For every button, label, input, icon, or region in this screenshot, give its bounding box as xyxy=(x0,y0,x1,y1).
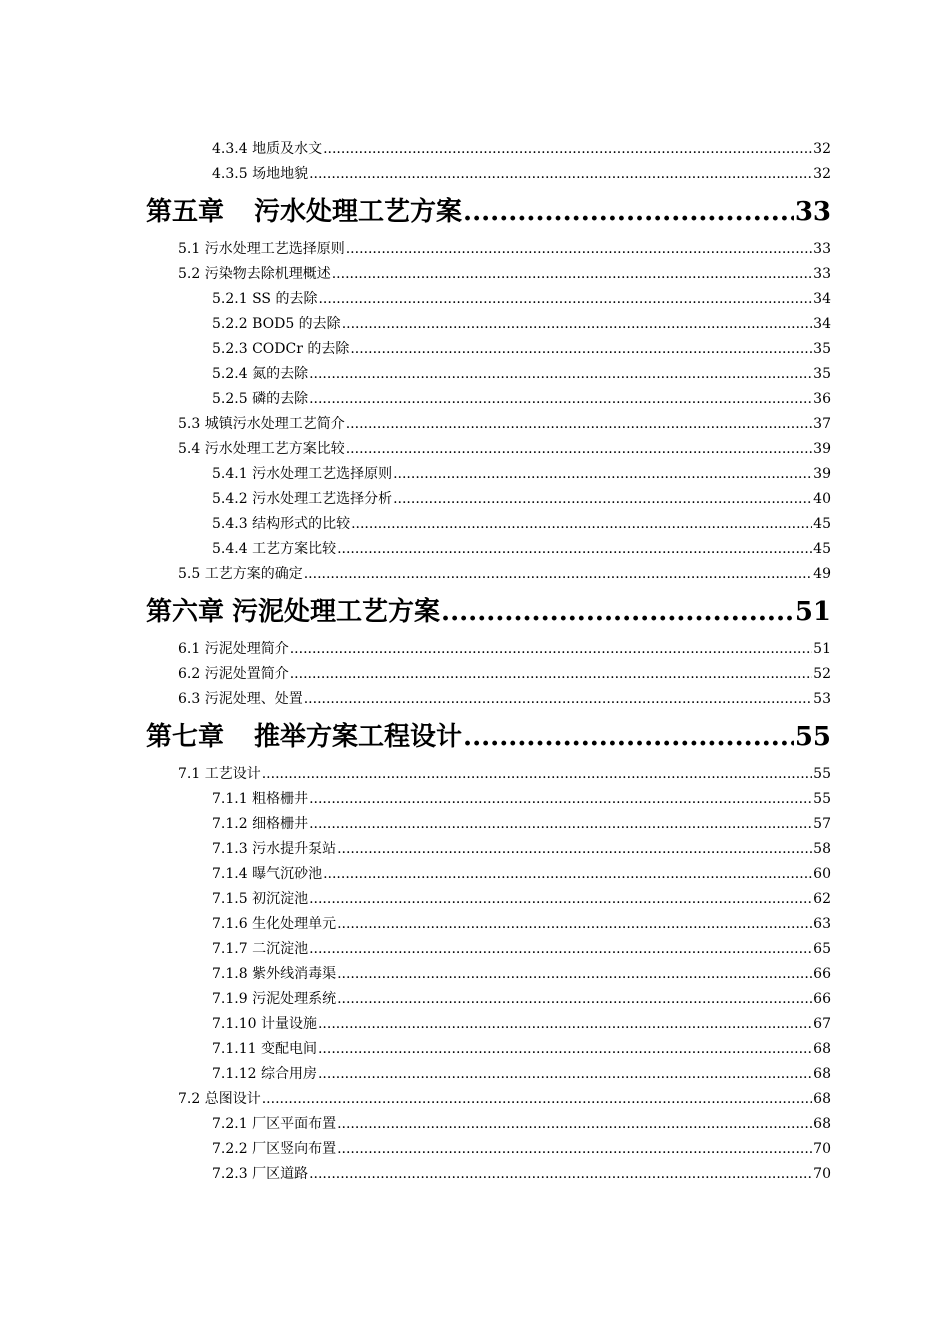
toc-dot-leader xyxy=(309,387,812,412)
toc-chapter-number: 第五章 xyxy=(146,197,225,227)
toc-dot-leader xyxy=(346,237,812,262)
toc-dot-leader xyxy=(346,412,812,437)
toc-entry[interactable] xyxy=(0,462,950,487)
toc-entry[interactable] xyxy=(0,787,950,812)
toc-page-number: 39 xyxy=(813,466,831,482)
toc-entry-title: 7.1.11 变配电间 xyxy=(212,1041,317,1057)
toc-entry[interactable] xyxy=(0,887,950,912)
toc-entry[interactable] xyxy=(0,137,950,162)
toc-entry[interactable] xyxy=(0,1087,950,1112)
toc-dot-leader xyxy=(323,137,812,162)
toc-page-number: 55 xyxy=(813,766,831,782)
toc-dot-leader xyxy=(393,462,812,487)
toc-entry-title: 6.1 污泥处理简介 xyxy=(178,641,289,657)
toc-page-number: 67 xyxy=(813,1016,831,1032)
toc-page-number: 33 xyxy=(813,241,831,257)
toc-entry-title: 5.2.1 SS 的去除 xyxy=(212,291,318,307)
toc-entry[interactable] xyxy=(0,837,950,862)
toc-page-number: 52 xyxy=(813,666,831,682)
toc-page-number: 49 xyxy=(813,566,831,582)
toc-dot-leader xyxy=(393,487,812,512)
toc-dot-leader xyxy=(309,787,812,812)
toc-entry[interactable] xyxy=(0,237,950,262)
toc-entry[interactable] xyxy=(0,362,950,387)
toc-dot-leader xyxy=(304,687,812,712)
toc-page-number: 63 xyxy=(813,916,831,932)
toc-dot-leader xyxy=(309,812,812,837)
toc-dot-leader xyxy=(304,562,812,587)
toc-entry-title: 7.1.2 细格栅井 xyxy=(212,816,309,832)
toc-entry[interactable] xyxy=(0,262,950,287)
toc-dot-leader xyxy=(350,337,812,362)
toc-entry-title: 5.2 污染物去除机理概述 xyxy=(178,266,331,282)
toc-entry-title: 5.4 污水处理工艺方案比较 xyxy=(178,441,345,457)
toc-entry-title: 5.2.5 磷的去除 xyxy=(212,391,309,407)
toc-entry-title: 7.2.2 厂区竖向布置 xyxy=(212,1141,337,1157)
toc-dot-leader xyxy=(318,1037,812,1062)
toc-entry-title: 5.5 工艺方案的确定 xyxy=(178,566,303,582)
toc-dot-leader xyxy=(337,987,812,1012)
toc-entry[interactable] xyxy=(0,537,950,562)
toc-page-number: 45 xyxy=(813,516,831,532)
toc-page-number: 53 xyxy=(813,691,831,707)
toc-dot-leader xyxy=(332,262,812,287)
toc-page-number: 66 xyxy=(813,991,831,1007)
toc-entry[interactable] xyxy=(0,437,950,462)
toc-dot-leader xyxy=(318,1012,812,1037)
toc-dot-leader xyxy=(463,712,794,762)
toc-dot-leader xyxy=(337,1137,812,1162)
toc-entry-title: 7.1.7 二沉淀池 xyxy=(212,941,309,957)
toc-entry-title: 5.3 城镇污水处理工艺简介 xyxy=(178,416,345,432)
toc-entry-title: 5.4.1 污水处理工艺选择原则 xyxy=(212,466,393,482)
toc-entry-title: 7.2.1 厂区平面布置 xyxy=(212,1116,337,1132)
toc-dot-leader xyxy=(309,937,812,962)
toc-entry[interactable] xyxy=(0,937,950,962)
toc-page-number: 70 xyxy=(813,1166,831,1182)
toc-page-number: 45 xyxy=(813,541,831,557)
toc-entry-title: 7.1.4 曝气沉砂池 xyxy=(212,866,323,882)
toc-entry-title: 6.3 污泥处理、处置 xyxy=(178,691,303,707)
toc-entry[interactable] xyxy=(0,287,950,312)
toc-entry-title: 6.2 污泥处置简介 xyxy=(178,666,289,682)
toc-dot-leader xyxy=(337,912,812,937)
toc-page-number: 58 xyxy=(813,841,831,857)
toc-page-number: 39 xyxy=(813,441,831,457)
toc-dot-leader xyxy=(262,762,812,787)
toc-chapter-title xyxy=(146,187,462,237)
toc-page-number: 36 xyxy=(813,391,831,407)
toc-entry[interactable] xyxy=(0,1012,950,1037)
toc-page-number: 33 xyxy=(813,266,831,282)
toc-page-number: 70 xyxy=(813,1141,831,1157)
toc-chapter-title xyxy=(146,712,462,762)
toc-dot-leader xyxy=(309,162,812,187)
toc-chapter-number: 第六章 xyxy=(146,597,225,627)
toc-entry[interactable] xyxy=(0,162,950,187)
toc-dot-leader xyxy=(309,362,812,387)
toc-dot-leader xyxy=(309,887,812,912)
toc-entry[interactable] xyxy=(0,862,950,887)
toc-page-number: 55 xyxy=(813,791,831,807)
toc-entry-title: 7.1 工艺设计 xyxy=(178,766,261,782)
toc-dot-leader xyxy=(318,287,812,312)
toc-entry[interactable] xyxy=(0,337,950,362)
toc-entry-title: 7.1.5 初沉淀池 xyxy=(212,891,309,907)
toc-entry[interactable] xyxy=(0,812,950,837)
toc-page-number: 65 xyxy=(813,941,831,957)
toc-entry[interactable] xyxy=(0,1062,950,1087)
toc-entry-title: 7.1.3 污水提升泵站 xyxy=(212,841,337,857)
toc-page-number: 57 xyxy=(813,816,831,832)
toc-page-number: 32 xyxy=(813,166,831,182)
toc-page-number: 68 xyxy=(813,1066,831,1082)
toc-page-number: 51 xyxy=(794,597,831,627)
toc-dot-leader xyxy=(463,187,794,237)
toc-entry-title: 7.1.10 计量设施 xyxy=(212,1016,317,1032)
toc-dot-leader xyxy=(346,437,812,462)
toc-page-number: 66 xyxy=(813,966,831,982)
toc-dot-leader xyxy=(337,962,812,987)
toc-entry[interactable] xyxy=(0,487,950,512)
toc-entry-title: 7.1.8 紫外线消毒渠 xyxy=(212,966,337,982)
toc-dot-leader xyxy=(351,512,812,537)
toc-page-number: 35 xyxy=(813,341,831,357)
toc-page-number: 33 xyxy=(794,197,831,227)
toc-page-number: 34 xyxy=(813,316,831,332)
toc-entry-title: 7.1.1 粗格栅井 xyxy=(212,791,309,807)
toc-entry[interactable] xyxy=(0,762,950,787)
toc-page-number: 51 xyxy=(813,641,831,657)
toc-entry[interactable] xyxy=(0,987,950,1012)
toc-page-number: 68 xyxy=(813,1091,831,1107)
toc-dot-leader xyxy=(337,1112,812,1137)
toc-chapter-name: 污泥处理工艺方案 xyxy=(232,597,441,627)
toc-entry[interactable] xyxy=(0,687,950,712)
toc-chapter-name: 推举方案工程设计 xyxy=(254,722,463,752)
toc-entry-title: 5.4.2 污水处理工艺选择分析 xyxy=(212,491,393,507)
toc-entry-title: 4.3.5 场地地貌 xyxy=(212,166,309,182)
toc-chapter-number: 第七章 xyxy=(146,722,225,752)
toc-entry[interactable] xyxy=(0,912,950,937)
toc-chapter-title xyxy=(146,587,440,637)
toc-entry[interactable] xyxy=(0,1112,950,1137)
toc-dot-leader xyxy=(337,837,812,862)
toc-chapter-entry[interactable] xyxy=(0,587,950,637)
toc-dot-leader xyxy=(318,1062,812,1087)
toc-entry-title: 5.1 污水处理工艺选择原则 xyxy=(178,241,345,257)
toc-dot-leader xyxy=(441,587,794,637)
toc-entry[interactable] xyxy=(0,387,950,412)
toc-entry-title: 7.2 总图设计 xyxy=(178,1091,261,1107)
toc-entry[interactable] xyxy=(0,412,950,437)
toc-dot-leader xyxy=(323,862,812,887)
toc-entry-title: 5.4.3 结构形式的比较 xyxy=(212,516,351,532)
toc-chapter-entry[interactable] xyxy=(0,187,950,237)
toc-chapter-entry[interactable] xyxy=(0,712,950,762)
toc-entry-title: 5.2.2 BOD5 的去除 xyxy=(212,316,341,332)
toc-entry-title: 7.1.6 生化处理单元 xyxy=(212,916,337,932)
toc-dot-leader xyxy=(309,1162,812,1187)
toc-entry[interactable] xyxy=(0,562,950,587)
toc-page-number: 32 xyxy=(813,141,831,157)
toc-dot-leader xyxy=(337,537,812,562)
toc-entry[interactable] xyxy=(0,312,950,337)
toc-dot-leader xyxy=(262,1087,812,1112)
toc-entry[interactable] xyxy=(0,1162,950,1187)
toc-entry-title: 5.4.4 工艺方案比较 xyxy=(212,541,337,557)
toc-entry[interactable] xyxy=(0,512,950,537)
toc-entry[interactable] xyxy=(0,1137,950,1162)
toc-entry-title: 7.1.9 污泥处理系统 xyxy=(212,991,337,1007)
toc-entry-title: 7.2.3 厂区道路 xyxy=(212,1166,309,1182)
toc-page-number: 68 xyxy=(813,1116,831,1132)
toc-entry-title: 4.3.4 地质及水文 xyxy=(212,141,323,157)
toc-page-number: 60 xyxy=(813,866,831,882)
toc-dot-leader xyxy=(290,662,812,687)
toc-entry-title: 7.1.12 综合用房 xyxy=(212,1066,317,1082)
toc-entry[interactable] xyxy=(0,962,950,987)
table-of-contents xyxy=(0,137,950,1187)
toc-page-number: 34 xyxy=(813,291,831,307)
toc-entry[interactable] xyxy=(0,637,950,662)
toc-page-number: 55 xyxy=(794,722,831,752)
toc-entry-title: 5.2.3 CODCr 的去除 xyxy=(212,341,350,357)
toc-dot-leader xyxy=(290,637,812,662)
toc-page-number: 68 xyxy=(813,1041,831,1057)
toc-dot-leader xyxy=(342,312,812,337)
toc-entry[interactable] xyxy=(0,1037,950,1062)
toc-entry-title: 5.2.4 氮的去除 xyxy=(212,366,309,382)
toc-page-number: 37 xyxy=(813,416,831,432)
toc-page-number: 40 xyxy=(813,491,831,507)
toc-page-number: 62 xyxy=(813,891,831,907)
toc-page-number: 35 xyxy=(813,366,831,382)
toc-entry[interactable] xyxy=(0,662,950,687)
toc-chapter-name: 污水处理工艺方案 xyxy=(254,197,463,227)
